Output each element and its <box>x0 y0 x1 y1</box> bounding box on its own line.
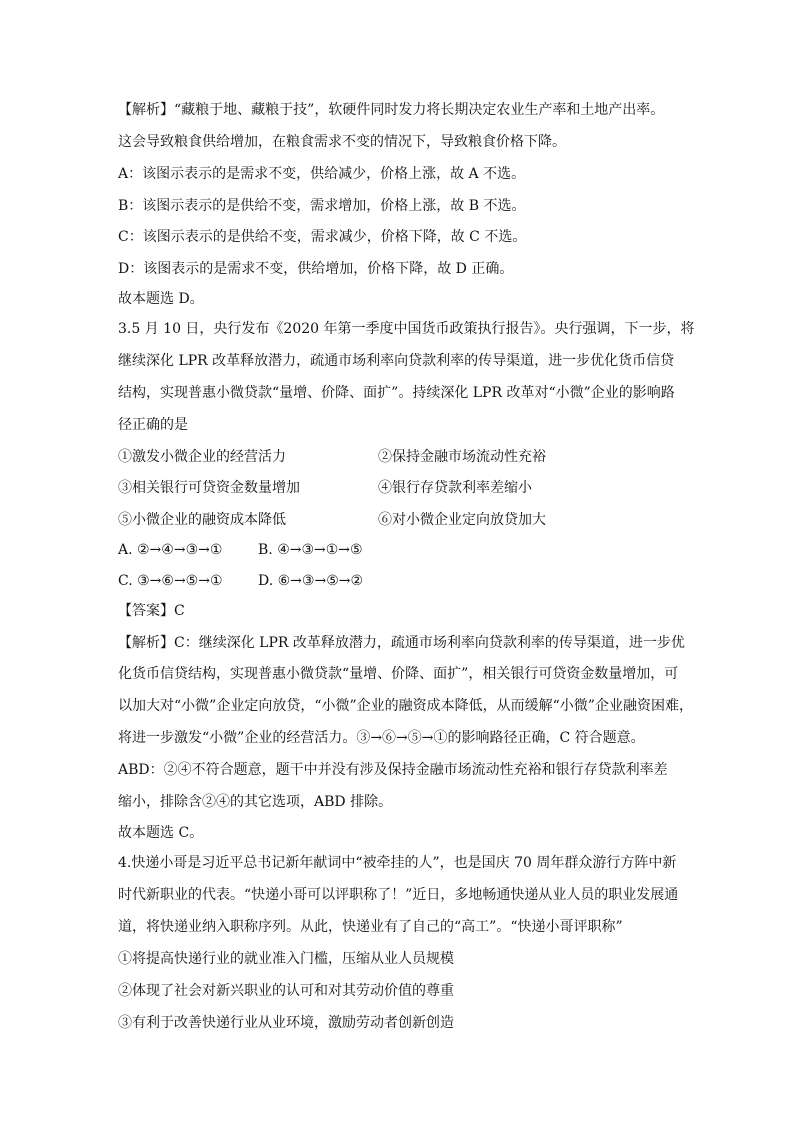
analysis-3-abd-1: ABD：②④不符合题意，题干中并没有涉及保持金融市场流动性充裕和银行存贷款利率差 <box>118 762 668 778</box>
option-5: ⑤小微企业的融资成本降低 <box>118 512 286 528</box>
analysis-3-line-3: 以加大对“小微”企业定向放贷，“小微”企业的融资成本降低，从而缓解“小微”企业融资困难， <box>118 698 693 714</box>
analysis-3-abd-2: 缩小，排除含②④的其它选项，ABD 排除。 <box>118 794 393 810</box>
question-4-option-1: ①将提高快递行业的就业准入门槛，压缩从业人员规模 <box>118 951 454 967</box>
conclusion-3: 故本题选 C。 <box>118 825 204 841</box>
option-1: ①激发小微企业的经营活力 <box>118 449 286 465</box>
question-4-option-3: ③有利于改善快递行业从业环境，激励劳动者创新创造 <box>118 1015 454 1031</box>
question-4-option-2: ②体现了社会对新兴职业的认可和对其劳动价值的尊重 <box>118 983 454 999</box>
choice-c: C. ③→⑥→⑤→① <box>118 573 223 589</box>
question-4-line-2: 时代新职业的代表。“快递小哥可以评职称了！”近日，多地畅通快递从业人员的职业发展通 <box>118 887 679 903</box>
question-3-line-4: 径正确的是 <box>118 417 188 433</box>
question-4-line-1: 4.快递小哥是习近平总书记新年献词中“被牵挂的人”，也是国庆 70 周年群众游行方阵中新 <box>118 855 677 871</box>
analysis-3-line-4: 将进一步激发“小微”企业的经营活力。③→⑥→⑤→①的影响路径正确，C 符合题意。 <box>118 730 645 746</box>
analysis-a: A：该图示表示的是需求不变，供给减少，价格上涨，故 A 不选。 <box>118 166 526 182</box>
question-3-line-3: 结构，实现普惠小微贷款“量增、价降、面扩”。持续深化 LPR 改革对“小微”企业的影响路 <box>118 385 675 401</box>
conclusion-1: 故本题选 D。 <box>118 291 204 307</box>
analysis-3-line-2: 化货币信贷结构，实现普惠小微贷款“量增、价降、面扩”，相关银行可贷资金数量增加，可 <box>118 666 679 682</box>
question-4-line-3: 道，将快递业纳入职称序列。从此，快递业有了自己的“高工”。“快递小哥评职称” <box>118 919 623 935</box>
option-2: ②保持金融市场流动性充裕 <box>378 449 546 465</box>
answer-3: 【答案】C <box>118 603 185 619</box>
question-3-line-1: 3.5 月 10 日，央行发布《2020 年第一季度中国货币政策执行报告》。央行强调，下一步，将 <box>118 321 695 337</box>
option-6: ⑥对小微企业定向放贷加大 <box>378 512 546 528</box>
choice-a: A. ②→④→③→① <box>118 542 223 558</box>
choice-d: D. ⑥→③→⑤→② <box>258 573 364 589</box>
analysis-d: D：该图表示的是需求不变，供给增加，价格下降，故 D 正确。 <box>118 261 514 277</box>
analysis-line-1: 【解析】“藏粮于地、藏粮于技”，软硬件同时发力将长期决定农业生产率和土地产出率。 <box>118 102 665 118</box>
analysis-line-2: 这会导致粮食供给增加，在粮食需求不变的情况下，导致粮食价格下降。 <box>118 134 566 150</box>
analysis-c: C：该图示表示的是供给不变，需求减少，价格下降，故 C 不选。 <box>118 229 527 245</box>
analysis-b: B：该图示表示的是供给不变，需求增加，价格上涨，故 B 不选。 <box>118 198 526 214</box>
analysis-3-line-1: 【解析】C：继续深化 LPR 改革释放潜力，疏通市场利率向贷款利率的传导渠道，进一步优 <box>118 635 685 651</box>
option-4: ④银行存贷款利率差缩小 <box>378 480 532 496</box>
question-3-line-2: 继续深化 LPR 改革释放潜力，疏通市场利率向贷款利率的传导渠道，进一步优化货币信贷 <box>118 353 675 369</box>
choice-b: B. ④→③→①→⑤ <box>258 542 363 558</box>
option-3: ③相关银行可贷资金数量增加 <box>118 480 300 496</box>
